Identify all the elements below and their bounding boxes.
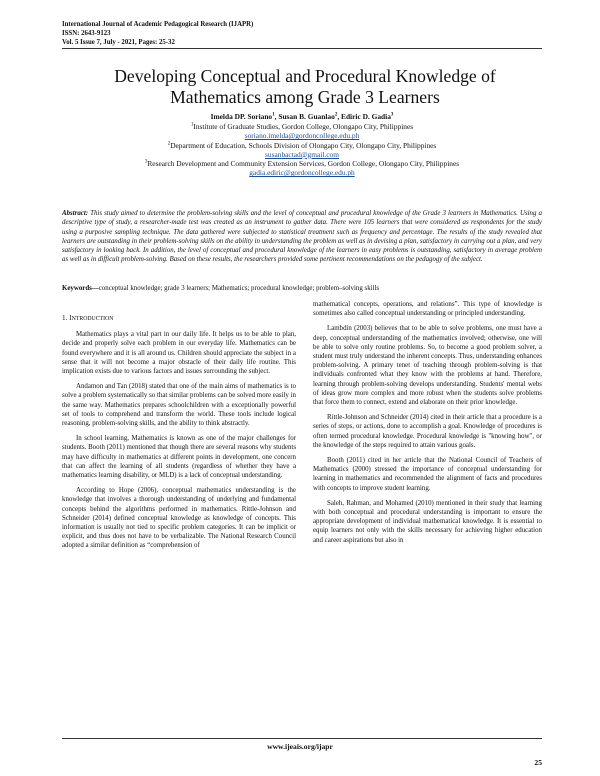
left-paragraph-4: According to Hope (2006), conceptual mathematics understanding is the knowledge that involves a thorough understanding of underlying and fundamental concepts behind the algorithms performed in mathematics. Rittle-Johnson and Schneider (2014) defined conceptual knowledge as knowledge of concepts. This information is usually not tied to specific problem categories. It can be implicit or explicit, and thus does not have to be verbalizable. The National Research Council adopted a similar definition as “comprehension of	[62, 487, 296, 550]
keywords	[62, 284, 542, 293]
title-line-1: Developing Conceptual and Procedural Knowledge of	[114, 66, 496, 86]
keywords-text: conceptual knowledge; grade 3 learners; Mathematics; procedural knowledge; problem–solving skills	[98, 285, 380, 292]
affiliation-2-text: Department of Education, Schools Division of Olongapo City, Olongapo City, Philippines	[170, 140, 437, 150]
section-first-letter: I	[69, 314, 72, 322]
author-block	[62, 112, 542, 177]
right-paragraph-3: Rittle-Johnson and Schneider (2014) cited in their article that a procedure is a series of steps, or actions, done to accomplish a goal. Knowledge of procedures is often termed procedural knowledge. Procedural knowledge is "knowing how", or the knowledge of the steps required to attain various goals.	[313, 414, 542, 449]
email-link-3[interactable]: gadia.ediric@gordoncollege.edu.ph	[249, 168, 355, 178]
affiliation-1-num: 1	[190, 122, 194, 128]
footer-rule	[62, 738, 542, 739]
paper-title	[70, 66, 540, 108]
header-rule	[62, 48, 542, 49]
author-sep-1: ,	[274, 112, 279, 121]
left-paragraph-1: Mathematics plays a vital part in our daily life. It helps us to be able to plan, decide and properly solve each problem in our everyday life. Mathematics can be found everywhere and it is all around us. Children should appreciate the subject in a sense that it will not become a major obstacle of their daily life routine. This implication exists due to various factors and issues surrounding the subject.	[62, 331, 296, 376]
affiliation-1	[62, 122, 542, 131]
journal-name: International Journal of Academic Pedagogical Research (IJAPR)	[62, 21, 254, 28]
affiliation-3-text: Research Development and Community Extension Services, Gordon College, Olongapo City, Philippines	[147, 159, 460, 169]
author-3-sup: 3	[390, 112, 394, 118]
right-paragraph-5: Saleh, Rahman, and Mohamed (2010) mentioned in their study that learning with both conceptual and procedural understanding is important to ensure the appropriate development of individual mathematical knowledge. It is essential to equip learners not only with the skills necessary for achieving higher education and career aspirations but also in	[313, 499, 542, 544]
keywords-label: Keywords—	[62, 285, 99, 292]
page-number: 25	[534, 758, 542, 767]
author-1: Imelda DP. Soriano	[210, 112, 273, 121]
section-title-rest: NTRODUCTION	[71, 316, 114, 322]
affiliation-3	[62, 159, 542, 168]
left-paragraph-3: In school learning, Mathematics is known as one of the major challenges for students. Booth (2011) mentioned that though there are several reasons why students may have difficulty in mathematics at different points in development, one concern that can affect the learning of all students (regardless of whether they have a mathematics learning disability, or MLD) is a lack of conceptual understanding.	[62, 435, 296, 480]
left-column	[62, 314, 296, 557]
journal-issn: ISSN: 2643-9123	[62, 30, 111, 37]
right-paragraph-2: Lambdin (2003) believes that to be able to solve problems, one must have a deep, conceptual understanding of the mathematics involved; otherwise, one will be able to solve only routine problems. So, to become a good problem solver, a student must truly understand the inherent concepts. Thus, understanding enhances problem-solving. A primary tenet of teaching through problem-solving is that individuals confronted what they know with the problems at hand. Therefore, learning through problem-solving develops understanding. Students' mental webs of ideas grow more complex and more robust when the students solve problems that force them to connect, extend and elaborate on their prior knowledge.	[313, 325, 542, 407]
affiliation-1-text: Institute of Graduate Studies, Gordon College, Olongapo City, Philippines	[193, 122, 414, 132]
section-heading	[62, 314, 296, 324]
title-line-2: Mathematics among Grade 3 Learners	[170, 87, 440, 107]
affiliation-3-num: 3	[144, 159, 148, 165]
email-link-2[interactable]: susanbactad@gmail.com	[265, 149, 339, 159]
abstract-text: This study aimed to determine the problem-solving skills and the level of conceptual and procedural knowledge of the Grade 3 learners in Mathematics. Using a descriptive type of study, a researcher-made test was created as an instrument to gather data. There were 105 learners that were considered as respondents for the study using a purposive sampling technique. The data gathered were subjected to statistical treatment such as frequency and percentage. The results of the study revealed that learners are outstanding in their problem-solving skills on the ability in understanding the problem as well as in devising a plan, satisfactory in carrying out a plan, and very satisfactory in looking back. In addition, the level of conceptual and procedural knowledge of the learners in easy problems is outstanding, satisfactory in average problem as well as in difficult problem-solving. Based on these results, the researchers provided some pertinent recommendations on the pedagogy of the subject.	[62, 210, 542, 264]
right-column	[313, 300, 542, 551]
journal-header	[62, 20, 253, 47]
author-3: Ediric D. Gadia	[341, 112, 391, 121]
left-paragraph-2: Andamon and Tan (2018) stated that one of the main aims of mathematics is to solve a problem systematically so that similar problems can be solved more easily in the same way. Mathematics prepares schoolchildren with a exceptionally powerful set of tools to comprehend and transform the world. These tools include logical reasoning, problem-solving skills, and the ability to think abstractly.	[62, 383, 296, 428]
author-2: Susan B. Guanlao	[278, 112, 335, 121]
journal-volume: Vol. 5 Issue 7, July - 2021, Pages: 25-32	[62, 39, 175, 46]
footer-url[interactable]: www.ijeais.org/ijapr	[267, 742, 333, 751]
author-2-sup: 2	[334, 112, 338, 118]
author-sep-2: ,	[337, 112, 342, 121]
author-1-sup: 1	[272, 112, 275, 118]
abstract	[62, 209, 542, 265]
author-names	[62, 112, 542, 121]
email-link-1[interactable]: soriano.imelda@gordoncollege.edu.ph	[244, 131, 360, 141]
section-number: 1.	[62, 314, 70, 322]
right-paragraph-4: Booth (2011) cited in her article that the National Council of Teachers of Mathematics (2000) stressed the importance of conceptual understanding for learning in mathematics and recommended the alignment of facts and procedures with concepts to improve student learning.	[313, 457, 542, 492]
right-paragraph-1: mathematical concepts, operations, and relations”. This type of knowledge is sometimes also called conceptual understanding or principled understanding.	[313, 301, 542, 318]
abstract-label: Abstract:	[62, 210, 89, 217]
affiliation-2	[62, 141, 542, 150]
affiliation-2-num: 2	[167, 141, 171, 147]
